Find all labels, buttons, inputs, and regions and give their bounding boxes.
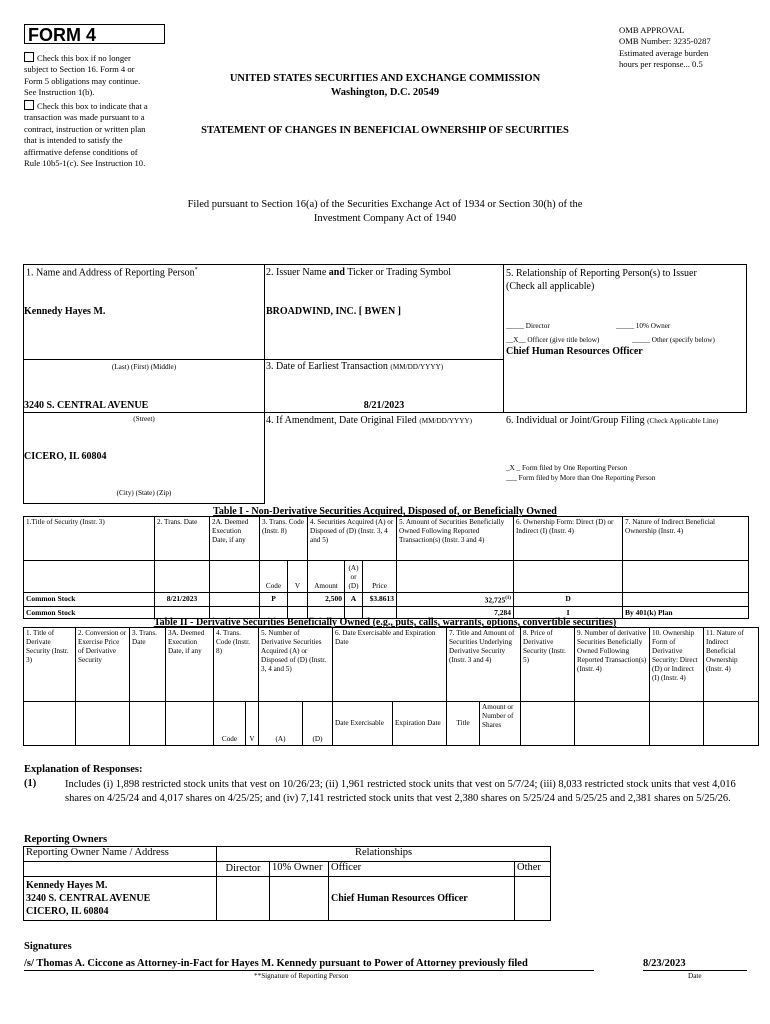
t2-h-deemed: 3A. Deemed Execution Date, if any: [166, 628, 214, 702]
explanation-number: (1): [24, 778, 37, 789]
footnote-mark: *: [194, 267, 198, 273]
explanation-heading: Explanation of Responses:: [24, 764, 143, 775]
t1-sub-code: Code: [260, 561, 288, 593]
table1-title: Table I - Non-Derivative Securities Acquired, Disposed of, or Beneficially Owned: [213, 506, 557, 517]
agency-name: UNITED STATES SECURITIES AND EXCHANGE COMMISSION: [229, 73, 541, 84]
name-parts-label: (Last) (First) (Middle): [111, 363, 177, 371]
check-box-10b5-block: [24, 100, 152, 169]
rule-10b5-checkbox[interactable]: [24, 100, 34, 110]
filing-one-person: _X _ Form filed by One Reporting Person: [506, 464, 628, 472]
filing-label: 6. Individual or Joint/Group Filing (Check Applicable Line): [506, 415, 719, 426]
t1-r0-deemed: [210, 593, 260, 607]
t1-r1-owned: 7,284: [397, 606, 514, 618]
earliest-date: 8/21/2023: [363, 400, 405, 411]
t1-h-date: 2. Trans. Date: [155, 517, 210, 561]
rel-director: _____ Director: [506, 322, 550, 330]
t1-r0-owned-cell: 32,725$^{(1)}$: [397, 593, 514, 607]
t2-h-exercisable: 6. Date Exercisable and Expiration Date: [333, 628, 447, 702]
t1-r0-aord: A: [345, 593, 363, 607]
t1-h-form: 6. Ownership Form: Direct (D) or Indirect (I) (Instr. 4): [514, 517, 623, 561]
t1-r1-title: Common Stock: [24, 606, 155, 618]
t1-r0-title: Common Stock: [24, 593, 155, 607]
t2-sub-v: V: [246, 702, 259, 746]
filing-multiple-persons: ___ Form filed by More than One Reporting Person: [506, 474, 656, 482]
t2-h-code: 4. Trans. Code (Instr. 8): [214, 628, 259, 702]
filed-line2: Investment Company Act of 1940: [313, 213, 457, 224]
owners-col-name: Reporting Owner Name / Address: [24, 847, 217, 862]
t2-h-date: 3. Trans. Date: [130, 628, 166, 702]
signature-text: /s/ Thomas A. Ciccone as Attorney-in-Fact for Hayes M. Kennedy pursuant to Power of Attorney previously filed: [24, 958, 528, 969]
t2-sub-a: (A): [259, 702, 303, 746]
owners-col-director: Director: [217, 862, 270, 877]
t2-sub-exercisable: Date Exercisable: [333, 702, 393, 746]
rel-other: _____ Other (specify below): [632, 336, 715, 344]
city-address: CICERO, IL 60804: [24, 451, 107, 462]
table-row: [24, 593, 749, 607]
t1-h-nature: 7. Nature of Indirect Beneficial Ownership (Instr. 4): [623, 517, 749, 561]
owners-heading: Reporting Owners: [24, 834, 108, 845]
t1-sub-aord: (A) or (D): [345, 561, 363, 593]
filed-pursuant: [120, 198, 650, 226]
t2-h-conversion: 2. Conversion or Exercise Price of Derivative Security: [76, 628, 130, 702]
owner-city: CICERO, IL 60804: [26, 906, 109, 917]
check-box-section16-block: [24, 52, 152, 99]
table-row: [24, 877, 551, 921]
signatures-heading: Signatures: [24, 941, 72, 952]
street-label: (Street): [133, 415, 155, 423]
t2-h-underlying: 7. Title and Amount of Securities Underlying Derivative Security (Instr. 3 and 4): [447, 628, 521, 702]
t1-h-acquired: 4. Securities Acquired (A) or Disposed of (D) (Instr. 3, 4 and 5): [308, 517, 397, 561]
statement-title: STATEMENT OF CHANGES IN BENEFICIAL OWNERSHIP OF SECURITIES: [201, 125, 569, 136]
owners-col-officer: Officer: [329, 862, 515, 877]
owner-name: Kennedy Hayes M.: [26, 880, 108, 891]
owner-street: 3240 S. CENTRAL AVENUE: [26, 893, 151, 904]
reporting-person-name: Kennedy Hayes M.: [24, 306, 106, 317]
t2-sub-title: Title: [447, 702, 480, 746]
agency-location: Washington, D.C. 20549: [330, 87, 440, 98]
signature-label: **Signature of Reporting Person: [254, 972, 349, 980]
t2-h-title: 1. Title of Derivate Security (Instr. 3): [24, 628, 76, 702]
date-label: Date: [688, 972, 702, 980]
officer-title: Chief Human Resources Officer: [506, 346, 643, 357]
rel-officer: __X__ Officer (give title below): [506, 336, 600, 344]
signature-date: 8/23/2023: [643, 958, 686, 969]
relationship-label: 5. Relationship of Reporting Person(s) to Issuer (Check all applicable): [506, 268, 697, 292]
t2-sub-amount: Amount or Number of Shares: [480, 702, 521, 746]
owners-table: [23, 846, 551, 921]
t2-sub-code: Code: [214, 702, 246, 746]
t1-r0-form: D: [514, 593, 623, 607]
t1-r0-date: 8/21/2023: [155, 593, 210, 607]
reporting-person-label: 1. Name and Address of Reporting Person*: [26, 267, 198, 279]
omb-approval: OMB APPROVAL: [619, 25, 685, 35]
t1-r1-form: I: [514, 606, 623, 618]
owners-col-relationships: Relationships: [217, 847, 551, 862]
amendment-label: 4. If Amendment, Date Original Filed (MM/DD/YYYY): [266, 415, 473, 426]
t2-sub-expiration: Expiration Date: [393, 702, 447, 746]
table1: [23, 516, 749, 619]
rel-ten-percent-owner: _____ 10% Owner: [616, 322, 671, 330]
t1-sub-v: V: [288, 561, 308, 593]
issuer-name: BROADWIND, INC. [ BWEN ]: [266, 306, 402, 317]
section16-checkbox[interactable]: [24, 52, 34, 62]
t2-h-owned: 9. Number of derivative Securities Beneficially Owned Following Reported Transaction(s) (Instr. 4): [575, 628, 650, 702]
filed-line1: Filed pursuant to Section 16(a) of the Securities Exchange Act of 1934 or Section 30(h) of the: [187, 199, 583, 210]
owner-officer-title: Chief Human Resources Officer: [329, 877, 515, 921]
owners-col-ten-percent: 10% Owner: [270, 862, 329, 877]
t1-sub-price: Price: [363, 561, 397, 593]
t2-sub-d: (D): [303, 702, 333, 746]
omb-burden: Estimated average burden: [619, 47, 709, 58]
form-title: FORM 4: [24, 24, 165, 44]
t1-r0-amount: 2,500: [308, 593, 345, 607]
t1-h-owned: 5. Amount of Securities Beneficially Owned Following Reported Transaction(s) (Instr. 3 and 4): [397, 517, 514, 561]
t1-sub-amount: Amount: [308, 561, 345, 593]
t1-r0-code: P: [260, 593, 288, 607]
earliest-date-label: 3. Date of Earliest Transaction (MM/DD/YYYY): [266, 361, 444, 372]
t2-h-nature: 11. Nature of Indirect Beneficial Ownership (Instr. 4): [704, 628, 759, 702]
omb-hours: hours per response... 0.5: [619, 59, 703, 70]
table2-title: Table II - Derivative Securities Beneficially Owned (e.g., puts, calls, warrants, options, convertible securities): [153, 617, 617, 628]
omb-box: [619, 25, 759, 71]
t1-r0-price: $3.8613: [363, 593, 397, 607]
t1-h-code: 3. Trans. Code (Instr. 8): [260, 517, 308, 561]
city-label: (City) (State) (Zip): [116, 489, 172, 497]
table2: [23, 627, 759, 746]
explanation-text: Includes (i) 1,898 restricted stock units that vest on 10/26/23; (ii) 1,961 restricted stock units that vest on 5/7/24; (iii) 8,033 restricted stock units that vest 4,016 shares on 4/25/24 and 4,017 shares on 4/25/25; and (iv) 7,141 restricted stock units that vest 2,380 shares on 5/25/24 and 5/25/25 and 2,381 shares on 5/25/26.: [65, 779, 736, 804]
t1-h-deemed: 2A. Deemed Execution Date, if any: [210, 517, 260, 561]
t2-h-form: 10. Ownership Form of Derivative Security: Direct (D) or Indirect (I) (Instr. 4): [650, 628, 704, 702]
rule-10b5-checkbox-label: Check this box to indicate that a transaction was made pursuant to a contract, instruction or written plan that is intended to satisfy the affirmative defense conditions of Rule 10b5-1(c). See Instruction 10.: [24, 101, 148, 169]
t2-h-price: 8. Price of Derivative Security (Instr. 5): [521, 628, 575, 702]
t1-h-title: 1.Title of Security (Instr. 3): [24, 517, 155, 561]
issuer-label: 2. Issuer Name and Ticker or Trading Symbol: [266, 267, 452, 278]
street-address: 3240 S. CENTRAL AVENUE: [24, 400, 149, 411]
t1-r0-v: [288, 593, 308, 607]
owners-col-other: Other: [515, 862, 551, 877]
omb-number: OMB Number: 3235-0287: [619, 36, 711, 47]
t2-h-number: 5. Number of Derivative Securities Acquired (A) or Disposed of (D) (Instr. 3, 4 and 5): [259, 628, 333, 702]
t1-r1-nature: By 401(k) Plan: [623, 606, 749, 618]
section16-checkbox-label: Check this box if no longer subject to Section 16. Form 4 or Form 5 obligations may continue. See Instruction 1(b).: [24, 53, 141, 98]
owner-address-cell: [24, 877, 217, 921]
t1-r0-nature: [623, 593, 749, 607]
